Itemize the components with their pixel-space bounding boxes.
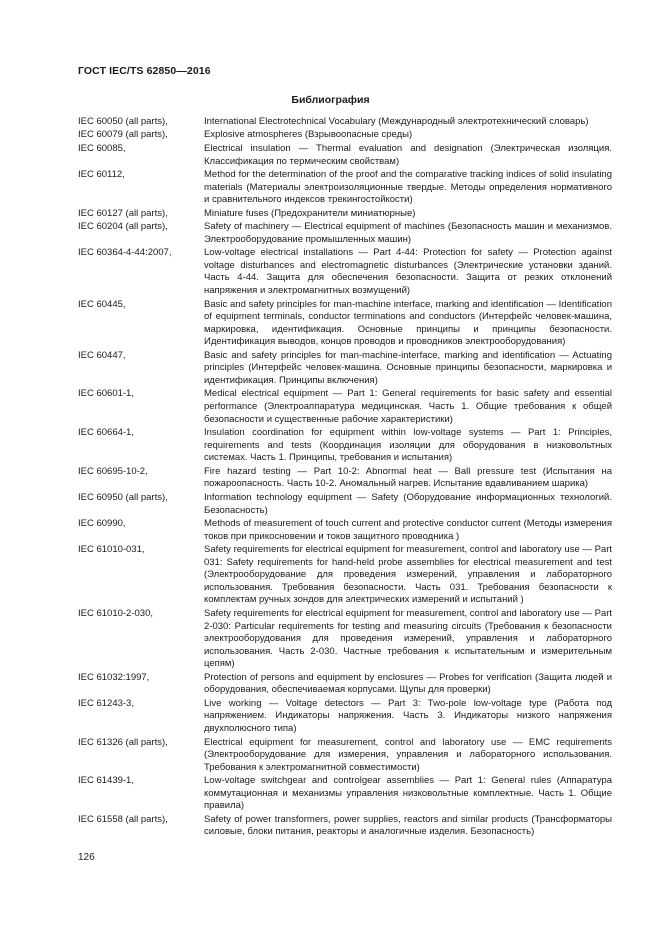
standard-description: Electrical equipment for measurement, control and laboratory use — EMC requirements (Электрооборудование для измерения, управления и лабораторного использования. Требования к электромагнитной совместимости) xyxy=(204,736,612,773)
bibliography-entry xyxy=(78,698,612,736)
standard-description: Basic and safety principles for man-machine interface, marking and identification — Identification of equipment terminals, conductor terminations and conductors (Интерфейс человек-машина, маркировка, идентификация. Основные принципы и принципы безопасности. Идентификация выводов, концов проводов и проводников электрооборудования) xyxy=(204,298,612,348)
standard-code: IEC 61243-3, xyxy=(78,697,134,709)
standard-code: IEC 60050 (all parts), xyxy=(78,116,168,127)
bibliography-entry xyxy=(78,350,612,388)
standard-description: International Electrotechnical Vocabulary (Международный электротехнический словарь) xyxy=(204,116,589,127)
standard-code: IEC 60364-4-44:2007, xyxy=(78,247,172,259)
standard-description: Information technology equipment — Safety (Оборудование информационных технологий. Безопасность) xyxy=(204,491,612,516)
standard-description: Protection of persons and equipment by enclosures — Probes for verification (Защита людей и оборудования, обеспечиваемая корпусами. Щупы для проверки) xyxy=(204,671,612,696)
standard-code: IEC 61439-1, xyxy=(78,775,134,787)
standard-code: IEC 60079 (all parts), xyxy=(78,129,168,141)
standard-code: IEC 60695-10-2, xyxy=(78,465,148,477)
standard-code: IEC 60085, xyxy=(78,142,126,154)
bibliography-entry xyxy=(78,518,612,543)
bibliography-entry xyxy=(78,544,612,607)
bibliography-entry xyxy=(78,672,612,697)
standard-description: Explosive atmospheres (Взрывоопасные среды) xyxy=(204,129,413,141)
standard-description: Low-voltage switchgear and controlgear assemblies — Part 1: General rules (Аппаратура коммутационная и механизмы управления низковольтные комплектные. Часть 1. Общие правила) xyxy=(204,775,612,812)
standard-description: Electrical insulation — Thermal evaluation and designation (Электрическая изоляция. Классификация по термическим свойствам) xyxy=(204,142,612,167)
standard-description: Medical electrical equipment — Part 1: General requirements for basic safety and essential performance (Электроаппаратура медицинская. Часть 1. Общие требования к общей безопасности и существенные рабочие характеристики) xyxy=(204,388,612,425)
standard-description: Method for the determination of the proof and the comparative tracking indices of solid insulating materials (Материалы электроизоляционные твердые. Методы определения нормативного и сравнительного индексов трекингостойкости) xyxy=(204,169,612,206)
bibliography-entry xyxy=(78,608,612,671)
standard-description: Insulation coordination for equipment within low-voltage systems — Part 1: Principles, requirements and tests (Координация изоляции для оборудования в низковольтных системах. Часть 1. Принципы, требования и испытания) xyxy=(204,427,612,464)
standard-code: IEC 61326 (all parts), xyxy=(78,736,168,748)
standard-description: Miniature fuses (Предохранители миниатюрные) xyxy=(204,207,416,219)
standard-description: Safety requirements for electrical equipment for measurement, control and laboratory use — Part 031: Safety requirements for hand-held probe assemblies for electrical measurement and test (Электрооборудование для проведения измерений, управления и лабораторного использования. Требования безопасности. Часть 031. Требования безопасности к комплектам ручных зондов для электрических измерений и испытаний ) xyxy=(204,544,612,606)
bibliography-entry xyxy=(78,129,612,142)
bibliography-entry xyxy=(78,737,612,775)
bibliography-entry xyxy=(78,466,612,491)
standard-code: IEC 60127 (all parts), xyxy=(78,207,168,219)
bibliography-list xyxy=(78,116,612,840)
bibliography-entry xyxy=(78,427,612,465)
bibliography-entry xyxy=(78,247,612,297)
bibliography-entry xyxy=(78,388,612,426)
standard-code: IEC 60664-1, xyxy=(78,427,134,439)
bibliography-entry xyxy=(78,814,612,839)
bibliography-entry xyxy=(78,116,612,129)
document-header: ГОСТ IEC/TS 62850—2016 xyxy=(78,65,211,77)
page-number: 126 xyxy=(78,852,95,863)
standard-description: Basic and safety principles for man-machine-interface, marking and identification — Actuating principles (Интерфейс человек-машина. Основные принципы безопасности, маркировка и идентификация. Принципы включения) xyxy=(204,349,612,386)
standard-code: IEC 60112, xyxy=(78,169,125,181)
bibliography-entry xyxy=(78,492,612,517)
standard-code: IEC 61010-031, xyxy=(78,544,145,556)
standard-code: IEC 61558 (all parts), xyxy=(78,813,168,825)
standard-description: Safety requirements for electrical equipment for measurement, control and laboratory use — Part 2-030: Particular requirements for testing and measuring circuits (Требования к безопасности электрооборудования для проведения измерений, управления и лабораторного использования. Часть 2-030. Частные требования к испытательным и измерительным цепям) xyxy=(204,607,612,670)
standard-code: IEC 61010-2-030, xyxy=(78,607,153,619)
standard-description: Low-voltage electrical installations — Part 4-44: Protection for safety — Protection against voltage disturbances and electromagnetic disturbances (Электрические установки зданий. Часть 4-44. Защита для обеспечения безопасности. Защита от резких отклонений напряжения и электромагнитных возмущений) xyxy=(204,247,612,297)
section-title: Библиография xyxy=(291,94,370,106)
standard-description: Safety of power transformers, power supplies, reactors and similar products (Трансформаторы силовые, блоки питания, реакторы и аналогичные изделия. Безопасность) xyxy=(204,813,612,838)
standard-code: IEC 60950 (all parts), xyxy=(78,491,168,503)
standard-description: Methods of measurement of touch current and protective conductor current (Методы измерения токов при прикосновении и токов защитного проводника ) xyxy=(204,517,612,542)
standard-description: Fire hazard testing — Part 10-2: Abnormal heat — Ball pressure test (Испытания на пожароопасность. Часть 10-2. Аномальный нагрев. Испытание вдавливанием шарика) xyxy=(204,465,612,490)
bibliography-entry xyxy=(78,208,612,221)
bibliography-entry xyxy=(78,169,612,207)
standard-code: IEC 60445, xyxy=(78,298,126,310)
bibliography-entry xyxy=(78,775,612,813)
standard-description: Live working — Voltage detectors — Part 3: Two-pole low-voltage type (Работа под напряжением. Индикаторы напряжения. Часть 3. Индикаторы низкого напряжения двухполюсного типа) xyxy=(204,697,612,735)
standard-description: Safety of machinery — Electrical equipment of machines (Безопасность машин и механизмов. Электрооборудование промышленных машин) xyxy=(204,221,612,245)
standard-code: IEC 60990, xyxy=(78,517,126,529)
bibliography-entry xyxy=(78,221,612,246)
standard-code: IEC 60204 (all parts), xyxy=(78,221,168,233)
bibliography-entry xyxy=(78,143,612,168)
standard-code: IEC 61032:1997, xyxy=(78,671,150,683)
bibliography-entry xyxy=(78,299,612,349)
standard-code: IEC 60447, xyxy=(78,349,126,361)
standard-code: IEC 60601-1, xyxy=(78,388,134,400)
